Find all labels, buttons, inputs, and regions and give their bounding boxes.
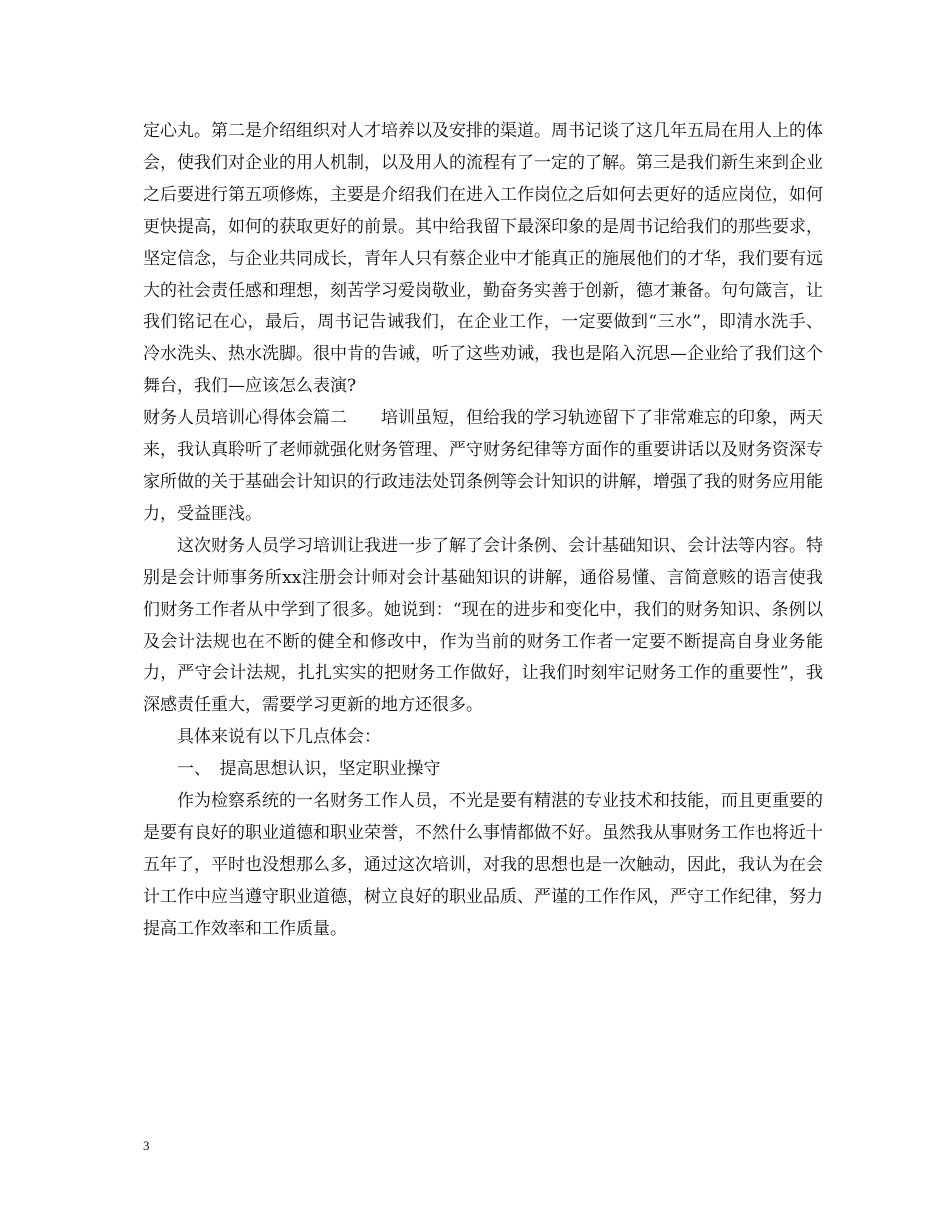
document-body: [143, 116, 823, 946]
paragraph-training-content: 这次财务人员学习培训让我进一步了解了会计条例、会计基础知识、会计法等内容。特别是会计师事务所xx注册会计师对会计基础知识的讲解，通俗易懂、言简意赅的语言使我们财务工作者从中学到了很多。她说到：“现在的进步和变化中，我们的财务知识、条例以及会计法规也在不断的健全和修改中，作为当前的财务工作者一定要不断提高自身业务能力，严守会计法规，扎扎实实的把财务工作做好，让我们时刻牢记财务工作的重要性”，我深感责任重大，需要学习更新的地方还很多。: [143, 535, 823, 716]
page-number: 3: [143, 1138, 150, 1153]
paragraph-summary-intro: 具体来说有以下几点体会：: [177, 727, 381, 748]
section-heading-one: 一、 提高思想认识，坚定职业操守: [177, 759, 441, 780]
paragraph-section-two: 财务人员培训心得体会篇二 培训虽短，但给我的学习轨迹留下了非常难忘的印象，两天来，我认真聆听了老师就强化财务管理、严守财务纪律等方面作的重要讲话以及财务资深专家所做的关于基础会计知识的行政违法处罚条例等会计知识的讲解，增强了我的财务应用能力，受益匪浅。: [143, 408, 823, 524]
paragraph-professional-ethics: 作为检察系统的一名财务工作人员，不光是要有精湛的专业技术和技能，而且更重要的是要有良好的职业道德和职业荣誉，不然什么事情都做不好。虽然我从事财务工作也将近十五年了，平时也没想那么多，通过这次培训，对我的思想也是一次触动，因此，我认为在会计工作中应当遵守职业道德，树立良好的职业品质、严谨的工作作风，严守工作纪律，努力提高工作效率和工作质量。: [143, 791, 823, 939]
paragraph-continuation: 定心丸。第二是介绍组织对人才培养以及安排的渠道。周书记谈了这几年五局在用人上的体会，使我们对企业的用人机制，以及用人的流程有了一定的了解。第三是我们新生来到企业之后要进行第五项修炼，主要是介绍我们在进入工作岗位之后如何去更好的适应岗位，如何更快提高，如何的获取更好的前景。其中给我留下最深印象的是周书记给我们的那些要求，坚定信念，与企业共同成长，青年人只有蔡企业中才能真正的施展他们的才华，我们要有远大的社会责任感和理想，刻苦学习爱岗敬业，勤奋务实善于创新，德才兼备。句句箴言，让我们铭记在心，最后，周书记告诫我们，在企业工作，一定要做到“三水”，即清水洗手、冷水洗头、热水洗脚。很中肯的告诫，听了这些劝诫，我也是陷入沉思—企业给了我们这个舞台，我们—应该怎么表演?: [143, 121, 823, 397]
